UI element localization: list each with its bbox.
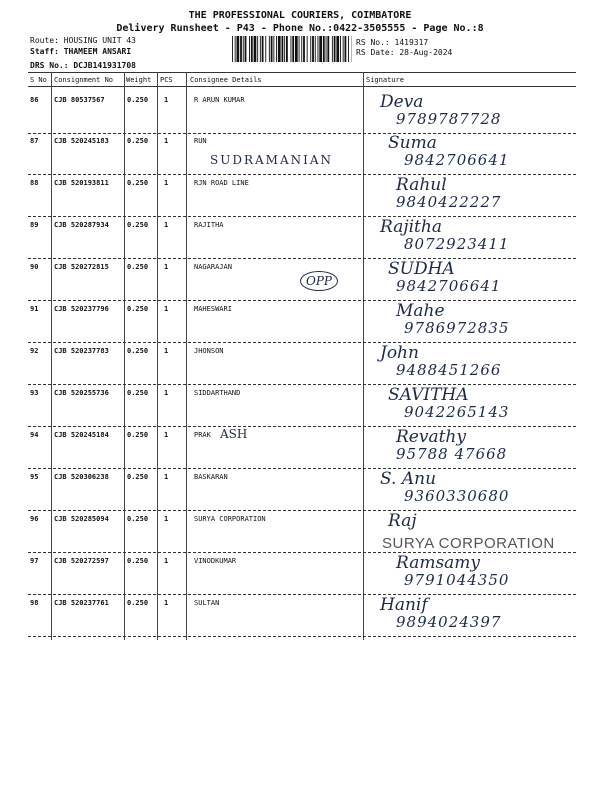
- row-consignee: R ARUN KUMAR: [194, 96, 245, 104]
- row-consignment: CJB 80537567: [54, 96, 105, 104]
- col-pcs: PCS: [160, 76, 173, 84]
- row-separator: [28, 426, 576, 427]
- row-phone-handwritten: 9840422227: [396, 193, 502, 211]
- row-consignment: CJB 520287934: [54, 221, 109, 229]
- row-pcs: 1: [164, 473, 169, 481]
- row-phone-handwritten: 9789787728: [396, 110, 502, 128]
- row-sno: 90: [30, 263, 39, 271]
- row-pcs: 1: [164, 431, 169, 439]
- row-consignee: JHONSON: [194, 347, 224, 355]
- header-bottom-rule: [28, 86, 576, 87]
- row-handwritten-name: ASH: [220, 427, 248, 441]
- rs-date: RS Date: 28-Aug-2024: [356, 48, 453, 57]
- company-title: THE PROFESSIONAL COURIERS, COIMBATORE: [188, 10, 412, 21]
- row-consignee: SURYA CORPORATION: [194, 515, 266, 523]
- row-consignee: RJN ROAD LINE: [194, 179, 249, 187]
- row-consignment: CJB 520272597: [54, 557, 109, 565]
- row-consignment: CJB 520255736: [54, 389, 109, 397]
- row-stamp-mark: OPP: [300, 271, 338, 291]
- row-pcs: 1: [164, 305, 169, 313]
- row-phone-handwritten: 8072923411: [404, 235, 510, 253]
- row-weight: 0.250: [127, 137, 149, 145]
- row-consignee: SIDDARTHAND: [194, 389, 241, 397]
- row-separator: [28, 300, 576, 301]
- col-consignment: Consignment No: [54, 76, 114, 84]
- row-consignment: CJB 520245184: [54, 431, 109, 439]
- row-consignment: CJB 520193811: [54, 179, 109, 187]
- header-top-rule: [28, 72, 576, 73]
- barcode: [232, 36, 352, 62]
- row-phone-handwritten: 9042265143: [404, 403, 510, 421]
- row-consignment: CJB 520237761: [54, 599, 109, 607]
- row-sno: 95: [30, 473, 39, 481]
- row-sno: 87: [30, 137, 39, 145]
- row-pcs: 1: [164, 179, 169, 187]
- row-pcs: 1: [164, 221, 169, 229]
- row-phone-handwritten: 9488451266: [396, 361, 502, 379]
- row-consignee: BASKARAN: [194, 473, 228, 481]
- col-weight: Weight: [126, 76, 152, 84]
- row-pcs: 1: [164, 515, 169, 523]
- row-pcs: 1: [164, 347, 169, 355]
- row-separator: [28, 552, 576, 553]
- row-sno: 89: [30, 221, 39, 229]
- col-sno: S No: [30, 76, 47, 84]
- row-pcs: 1: [164, 137, 169, 145]
- row-signature: Revathy: [396, 427, 466, 447]
- row-phone-handwritten: 9894024397: [396, 613, 502, 631]
- row-signature: John: [380, 343, 419, 363]
- col-divider: [186, 72, 187, 640]
- row-weight: 0.250: [127, 305, 149, 313]
- row-sno: 88: [30, 179, 39, 187]
- row-weight: 0.250: [127, 221, 149, 229]
- row-sno: 97: [30, 557, 39, 565]
- row-phone-handwritten: 9791044350: [404, 571, 510, 589]
- runsheet-title: Delivery Runsheet - P43 - Phone No.:0422-3505555 - Page No.:8: [116, 23, 484, 34]
- row-weight: 0.250: [127, 473, 149, 481]
- row-phone-handwritten: 95788 47668: [396, 445, 508, 463]
- row-pcs: 1: [164, 263, 169, 271]
- row-signature: S. Anu: [380, 469, 437, 489]
- row-pcs: 1: [164, 96, 169, 104]
- row-sno: 92: [30, 347, 39, 355]
- row-pcs: 1: [164, 557, 169, 565]
- row-phone-handwritten: 9786972835: [404, 319, 510, 337]
- row-separator: [28, 510, 576, 511]
- rs-number: RS No.: 1419317: [356, 38, 429, 47]
- row-weight: 0.250: [127, 557, 149, 565]
- row-separator: [28, 133, 576, 134]
- staff-label: Staff: THAMEEM ANSARI: [30, 47, 132, 56]
- row-weight: 0.250: [127, 263, 149, 271]
- row-signature: SUDHA: [388, 259, 455, 279]
- row-weight: 0.250: [127, 179, 149, 187]
- drs-label: DRS No.: DCJB141931708: [30, 61, 136, 70]
- row-consignee: PRAK: [194, 431, 211, 439]
- row-weight: 0.250: [127, 347, 149, 355]
- row-sno: 94: [30, 431, 39, 439]
- row-separator: [28, 594, 576, 595]
- row-phone-handwritten: 9842706641: [404, 151, 510, 169]
- col-signature: Signature: [366, 76, 404, 84]
- row-signature: Ramsamy: [396, 553, 481, 573]
- row-sno: 91: [30, 305, 39, 313]
- row-signature: Raj: [388, 511, 417, 531]
- row-consignment: CJB 520237796: [54, 305, 109, 313]
- row-signature: Rahul: [396, 175, 447, 195]
- row-signature: SAVITHA: [388, 385, 469, 405]
- row-weight: 0.250: [127, 431, 149, 439]
- row-separator: [28, 636, 576, 637]
- row-sno: 98: [30, 599, 39, 607]
- route-label: Route: HOUSING UNIT 43: [30, 36, 136, 45]
- col-divider: [363, 72, 364, 640]
- col-divider: [157, 72, 158, 640]
- row-signature: Mahe: [396, 301, 445, 321]
- row-sno: 93: [30, 389, 39, 397]
- row-handwritten-name: SUDRAMANIAN: [210, 153, 334, 167]
- row-weight: 0.250: [127, 96, 149, 104]
- row-weight: 0.250: [127, 599, 149, 607]
- row-separator: [28, 174, 576, 175]
- row-signature: Rajitha: [380, 217, 442, 237]
- row-consignment: CJB 520285094: [54, 515, 109, 523]
- col-consignee: Consignee Details: [190, 76, 262, 84]
- row-signature: Suma: [388, 133, 437, 153]
- row-signature: Hanif: [380, 595, 428, 615]
- row-phone-handwritten: 9360330680: [404, 487, 510, 505]
- row-signature: Deva: [380, 92, 424, 112]
- row-weight: 0.250: [127, 389, 149, 397]
- row-consignee: NAGARAJAN: [194, 263, 232, 271]
- row-separator: [28, 342, 576, 343]
- row-sno: 86: [30, 96, 39, 104]
- row-pcs: 1: [164, 599, 169, 607]
- row-consignment: CJB 520306238: [54, 473, 109, 481]
- row-consignee: MAHESWARI: [194, 305, 232, 313]
- row-pcs: 1: [164, 389, 169, 397]
- row-weight: 0.250: [127, 515, 149, 523]
- row-consignment: CJB 520237783: [54, 347, 109, 355]
- row-separator: [28, 384, 576, 385]
- row-separator: [28, 258, 576, 259]
- row-consignee: RUN: [194, 137, 207, 145]
- row-consignment: CJB 520245183: [54, 137, 109, 145]
- row-consignee: SULTAN: [194, 599, 220, 607]
- row-consignee: RAJITHA: [194, 221, 224, 229]
- row-separator: [28, 468, 576, 469]
- row-consignment: CJB 520272815: [54, 263, 109, 271]
- row-consignee: VINODKUMAR: [194, 557, 237, 565]
- row-sno: 96: [30, 515, 39, 523]
- row-phone-handwritten: 9842706641: [396, 277, 502, 295]
- col-divider: [124, 72, 125, 640]
- row-separator: [28, 216, 576, 217]
- col-divider: [51, 72, 52, 640]
- row-company-stamp: SURYA CORPORATION: [382, 535, 555, 552]
